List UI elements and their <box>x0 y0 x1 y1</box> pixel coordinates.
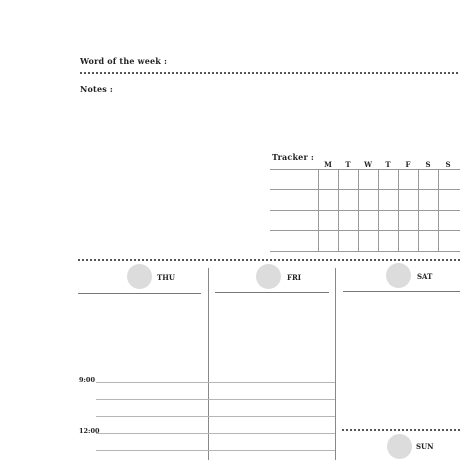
column-divider <box>335 268 336 460</box>
sat-date-circle <box>386 263 411 288</box>
tracker-day-sun: S <box>445 160 451 169</box>
tracker-col-line <box>418 169 419 251</box>
tracker-row-line <box>270 230 460 231</box>
tracker-day-thu: T <box>385 160 391 169</box>
sat-underline <box>343 291 460 292</box>
sun-date-circle <box>387 434 412 459</box>
tracker-row-line <box>270 169 460 170</box>
time-label-9: 9:00 <box>79 376 95 384</box>
sun-divider <box>342 429 460 431</box>
sat-label: SAT <box>417 272 433 281</box>
fri-label: FRI <box>287 273 302 282</box>
schedule-line <box>96 399 335 400</box>
schedule-line <box>96 433 335 434</box>
schedule-line <box>96 450 335 451</box>
column-divider <box>208 268 209 460</box>
tracker-day-wed: W <box>364 160 372 169</box>
tracker-day-fri: F <box>405 160 411 169</box>
fri-date-circle <box>256 264 281 289</box>
fri-underline <box>215 292 329 293</box>
tracker-day-mon: M <box>324 160 332 169</box>
tracker-row-line <box>270 189 460 190</box>
tracker-col-line <box>318 169 319 251</box>
thu-underline <box>78 293 201 294</box>
tracker-row-line <box>270 251 460 252</box>
sun-label: SUN <box>416 442 434 451</box>
tracker-label: Tracker : <box>272 152 315 162</box>
tracker-col-line <box>438 169 439 251</box>
tracker-day-tue: T <box>345 160 351 169</box>
notes-label: Notes : <box>80 84 114 94</box>
tracker-col-line <box>338 169 339 251</box>
section-divider <box>78 259 460 261</box>
time-label-12: 12:00 <box>79 427 100 435</box>
tracker-col-line <box>358 169 359 251</box>
tracker-row-line <box>270 210 460 211</box>
tracker-day-sat: S <box>425 160 431 169</box>
thu-label: THU <box>157 273 175 282</box>
thu-date-circle <box>127 264 152 289</box>
schedule-line <box>96 416 335 417</box>
tracker-col-line <box>398 169 399 251</box>
schedule-line <box>96 382 335 383</box>
tracker-col-line <box>378 169 379 251</box>
word-of-week-label: Word of the week : <box>80 56 168 66</box>
